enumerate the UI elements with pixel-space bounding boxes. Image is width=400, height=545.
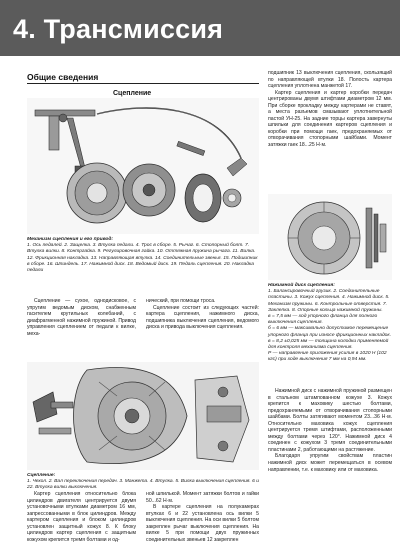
body-column-right-bottom	[268, 388, 392, 543]
caption-note: Р — направление приложения усилия в 1020 Н (102 кгс) при ходе выключения 7 мм на 0,94 мм.	[268, 351, 387, 363]
section-divider	[27, 83, 259, 84]
caption-note: в = 8,2 ±0,025 мм — толщина колодки применяемой для контроля механизма сцепления.	[268, 338, 389, 351]
body-column-bottom-left	[27, 491, 136, 543]
paragraph: Сцепление состоит из следующих частей: картера сцепления, нажимного диска, подшипника выключения сцепления, ведомого диска и привода выключения сцепления.	[146, 304, 259, 331]
body-column-right-top	[268, 70, 392, 190]
caption-text: 1. Ось педалей. 2. Защелка. 3. Втулка педали. 4. Трос в сборе. 5. Рычаг. 6. Стопорный болт. 7. Втулка вилки. 8. Контргайка. 9. Регулировочная гайка. 10. Оттяжная пружина рычага. 11. Вилка. 12. Фрикционная накладка. 13. Направляющая втулка. 14. Соединительные звенья. 15. Подшипник в сборе. 16. Шпиндель. 17. Нажимной диск. 18. Ведомый диск. 19. Педаль сцепления. 20. Накладка педали	[27, 243, 258, 274]
paragraph: Сцепление — сухое, однодисковое, с упругим ведомым диском, снабженным гасителем крутильных колебаний, с диафрагменной нажимной пружиной. Привод управления сцеплением от педали к вилке, меха-	[27, 298, 136, 337]
paragraph: Благодаря упругим свойствам пластин нажимной диск может перемещаться в осевом направлении, т.е. к маховику или от маховика.	[268, 453, 392, 473]
chapter-header	[0, 0, 400, 56]
caption-title: Нажимной диск сцепления:	[268, 283, 335, 288]
subsection-title: Сцепление	[113, 90, 152, 97]
clutch-section-illustration	[27, 362, 259, 470]
body-column-left	[27, 298, 136, 358]
paragraph: ной шпилькой. Момент затяжки болтов и гайки 50...62 Н·м.	[146, 491, 259, 504]
figure-clutch-mechanism-caption	[27, 237, 259, 274]
caption-note: б = 6 мм — максимально допустимое перемещение упорного фланца при износе фрикционных накладок.	[268, 326, 392, 338]
pressure-plate-illustration	[268, 194, 392, 280]
body-column-middle	[146, 298, 259, 358]
clutch-mechanism-illustration	[27, 98, 259, 234]
figure-clutch-mechanism	[27, 98, 259, 234]
section-title: Общие сведения	[27, 72, 99, 82]
caption-text: 1. Балансировочный грузик. 2. Соединительные пластины. 3. Кожух сцепления. 4. Нажимной диск. 5. Механизм пружины. 6. Контрольные отверстия. 7. Заклепка. 8. Опорные кольца нажимной пружины.	[268, 289, 390, 313]
caption-title: Сцепление:	[27, 473, 56, 478]
figure-pressure-plate	[268, 194, 392, 280]
caption-note: в = 7,5 мм — ход упорного фланца для полного выключения сцепления.	[268, 314, 378, 326]
chapter-title: 4. Трансмиссия	[13, 14, 224, 44]
paragraph: Картер сцепления и картер коробки передач центрированы двумя штифтами диаметром 12 мм. При сборке прокладку между картерами не ставят, а места разъемов смазывают уплотнительной пастой УН-25. На задние торцы картера завернуты шпильки для соединения картеров сцепления и коробки при помощи гаек, предохраняемых от отворачивания стопорными шайбами. Момент затяжки гаек 18...25 Н·м.	[268, 89, 392, 149]
figure-pressure-plate-caption	[268, 283, 392, 364]
paragraph: Нажимной диск с нажимной пружиной размещен в стальном штампованном кожухе 3. Кожух крепится к маховику шестью болтами, предохраняемыми от отворачивания стопорными шайбами. Болты затягивают моментом 23...36 Н·м. Относительно маховика кожух сцепления центрируется тремя штифтами, расположенными между болтами через 120°. Нажимной диск 4 соединен с кожухом 3 тремя соединительными пластинами 2, работающими на растяжение.	[268, 388, 392, 453]
paragraph: Картер сцепления относительно блока цилиндров двигателя центрируется двумя установочными втулками диаметром 16 мм, запрессованными в блок цилиндров. Между картером сцепления и блоком цилиндров установлен защитный кожух 8. К блоку цилиндров картер сцепления с защитным кожухом крепится тремя болтами и од-	[27, 491, 136, 543]
paragraph: В картере сцепления на полукамерах втулках 6 и 22 установлена ось вилки 5 выключения сцепления. На оси вилки 5 болтом закреплен рычаг выключения сцепления. На вилке 5 при помощи двух пружинных соединительных звеньев 12 закреплен	[146, 504, 259, 543]
paragraph: подшипник 13 выключения сцепления, скользящий по направляющей втулки 18. Полость картера сцепления уплотнена манжетой 17.	[268, 70, 392, 90]
body-column-bottom-middle	[146, 491, 259, 543]
caption-title: Механизм сцепления и его привод:	[27, 237, 114, 242]
paragraph: нический, при помощи троса.	[146, 298, 216, 304]
figure-clutch-section-caption	[27, 473, 259, 492]
figure-clutch-section	[27, 362, 259, 470]
caption-text: 1. Чехол. 2. Вал переключения передач. 3. Манжета. 4. Втулка. 5. Вилка выключения сцепления. 6 и 22. Втулка вилки выключения.	[27, 479, 259, 491]
